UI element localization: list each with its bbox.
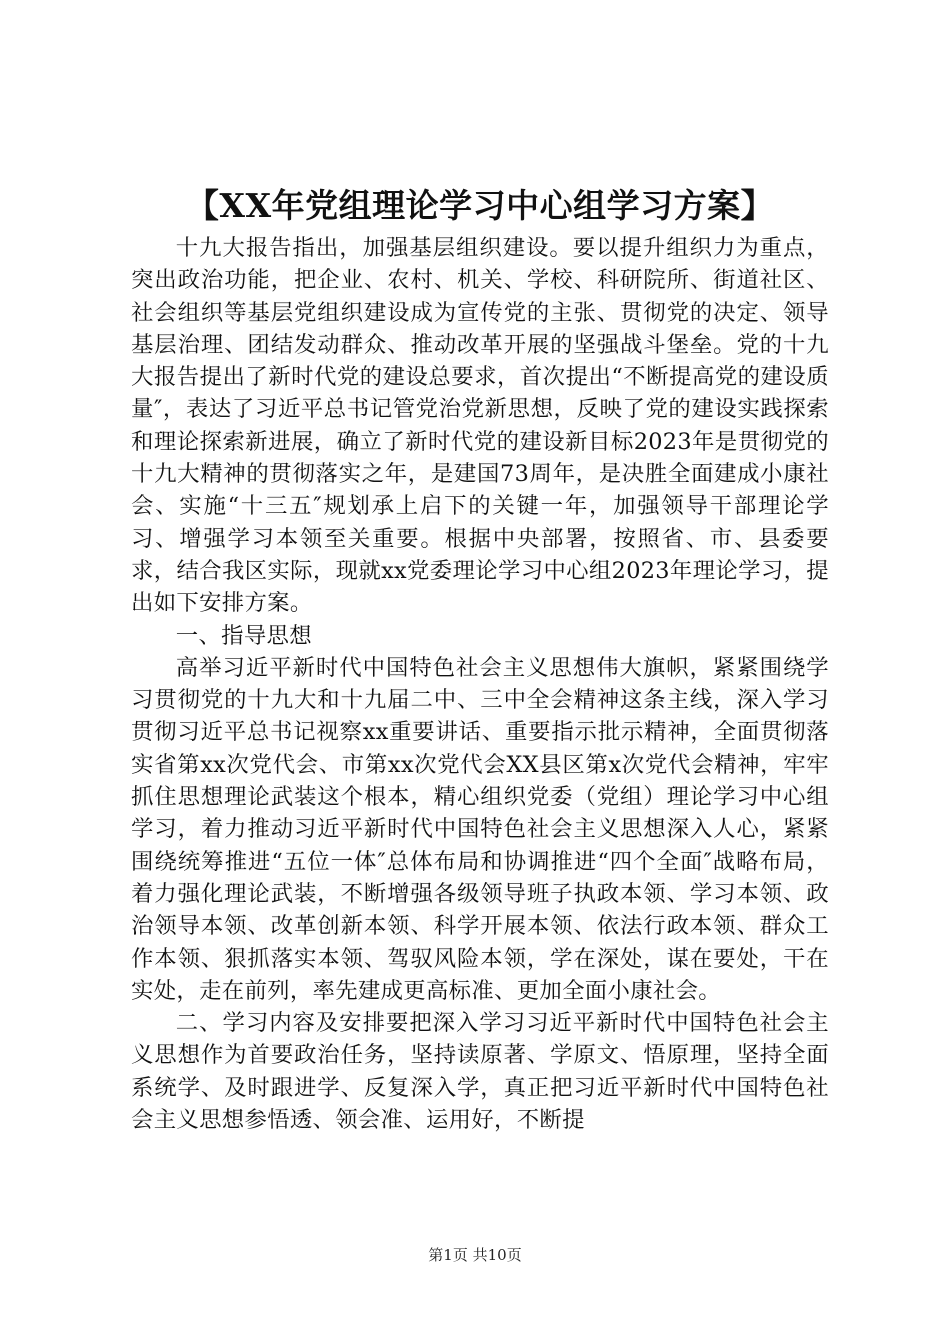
page-number-footer: 第1页 共10页 [428,1246,522,1264]
guiding-ideology-paragraph: 高举习近平新时代中国特色社会主义思想伟大旗帜，紧紧围绕学习贯彻党的十九大和十九届二中、三中全会精神这条主线，深入学习贯彻习近平总书记视察xx重要讲话、重要指示批示精神，全面贯彻落实省第xx次党代会、市第xx次党代会XX县区第x次党代会精神，牢牢抓住思想理论武装这个根本，精心组织党委（党组）理论学习中心组学习，着力推动习近平新时代中国特色社会主义思想深入人心，紧紧围绕统筹推进“五位一体″总体布局和协调推进“四个全面″战略布局，着力强化理论武装，不断增强各级领导班子执政本领、学习本领、政治领导本领、改革创新本领、科学开展本领、依法行政本领、群众工作本领、狠抓落实本领、驾驭风险本领，学在深处，谋在要处，干在实处，走在前列，率先建成更高标准、更加全面小康社会。 [131,654,829,1004]
study-content-paragraph: 二、学习内容及安排要把深入学习习近平新时代中国特色社会主义思想作为首要政治任务，坚持读原著、学原文、悟原理，坚持全面系统学、及时跟进学、反复深入学，真正把习近平新时代中国特色社会主义思想参悟透、领会准、运用好，不断提 [131,1010,829,1134]
document-body [131,232,829,1136]
section-heading-guiding-ideology: 一、指导思想 [175,622,312,649]
document-title: 【XX年党组理论学习中心组学习方案】 [185,186,775,225]
intro-paragraph: 十九大报告指出，加强基层组织建设。要以提升组织力为重点，突出政治功能，把企业、农村、机关、学校、科研院所、街道社区、社会组织等基层党组织建设成为宣传党的主张、贯彻党的决定、领导基层治理、团结发动群众、推动改革开展的坚强战斗堡垒。党的十九大报告提出了新时代党的建设总要求，首次提出“不断提高党的建设质量″，表达了习近平总书记管党治党新思想，反映了党的建设实践探索和理论探索新进展，确立了新时代党的建设新目标2023年是贯彻党的十九大精神的贯彻落实之年，是建国73周年，是决胜全面建成小康社会、实施“十三五″规划承上启下的关键一年，加强领导干部理论学习、增强学习本领至关重要。根据中央部署，按照省、市、县委要求，结合我区实际，现就xx党委理论学习中心组2023年理论学习，提出如下安排方案。 [131,235,829,617]
